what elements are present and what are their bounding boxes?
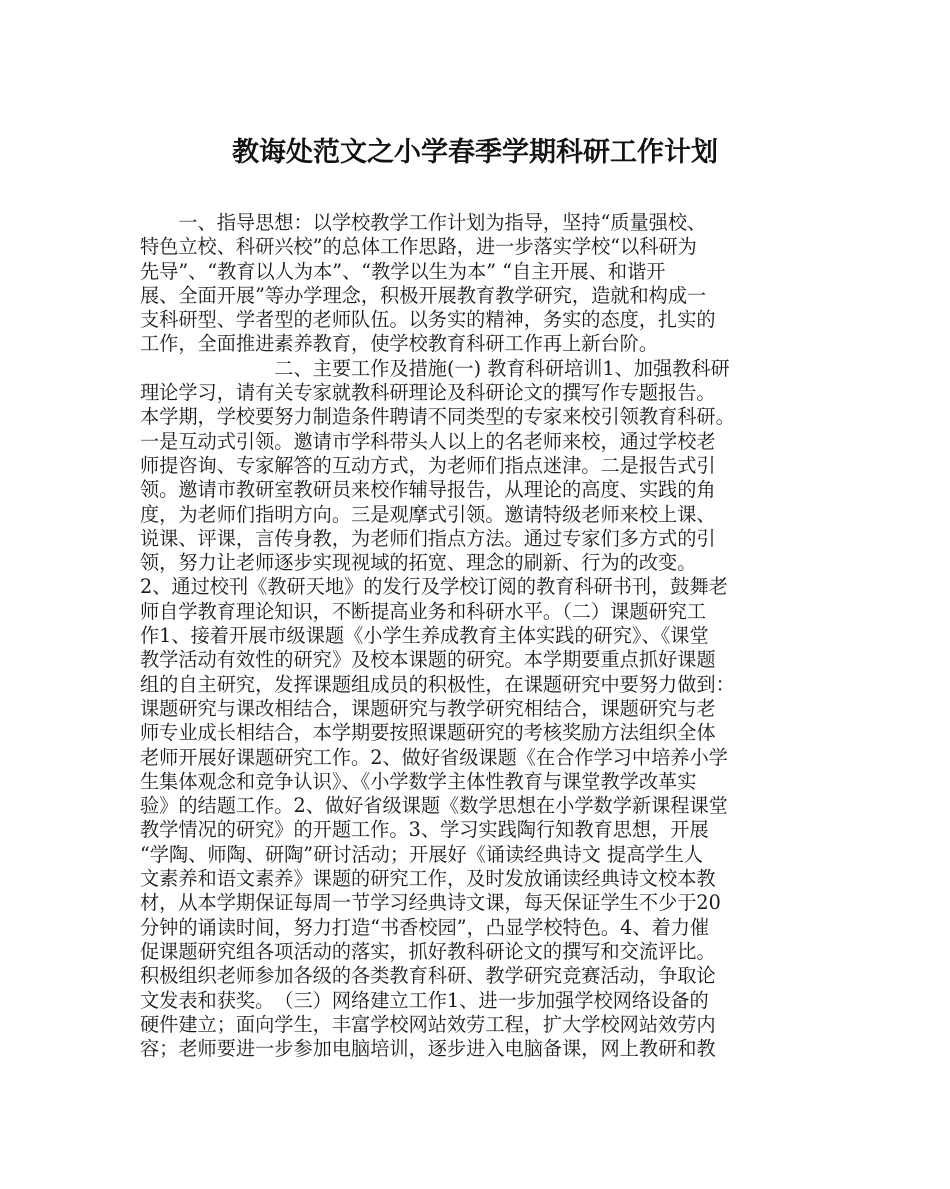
body-line: 老师开展好课题研究工作。2、做好省级课题《在合作学习中培养小学	[140, 745, 728, 769]
body-line: 课题研究与课改相结合，课题研究与教学研究相结合，课题研究与老	[140, 696, 716, 720]
body-line: “学陶、师陶、研陶”研讨活动；开展好《诵读经典诗文 提高学生人	[140, 842, 703, 866]
document-body	[140, 211, 830, 1061]
body-line: 说课、评课，言传身教，为老师们指点方法。通过专家们多方式的引	[140, 526, 716, 550]
body-line: 领，努力让老师逐步实现视域的拓宽、理念的刷新、行为的改变。	[140, 551, 697, 575]
body-line: 容；老师要进一步参加电脑培训，逐步进入电脑备课，网上教研和教	[140, 1037, 716, 1061]
body-line: 先导”、“教育以人为本”、“教学以生为本” “自主开展、和谐开	[140, 259, 666, 283]
body-line: 本学期，学校要努力制造条件聘请不同类型的专家来校引领教育科研。	[140, 405, 735, 429]
body-line: 度，为老师们指明方向。三是观摩式引领。邀请特级老师来校上课、	[140, 502, 716, 526]
body-line: 工作，全面推进素养教育，使学校教育科研工作再上新台阶。	[140, 332, 659, 356]
body-line: 教学活动有效性的研究》及校本课题的研究。本学期要重点抓好课题	[140, 648, 716, 672]
body-line: 特色立校、科研兴校”的总体工作思路，进一步落实学校“以科研为	[140, 235, 697, 259]
body-line: 一是互动式引领。邀请市学科带头人以上的名老师来校，通过学校老	[140, 429, 716, 453]
body-line: 生集体观念和竞争认识》、《小学数学主体性教育与课堂教学改革实	[140, 769, 697, 793]
document-title: 教诲处范文之小学春季学期科研工作计划	[232, 137, 718, 168]
body-line: 展、全面开展”等办学理念，积极开展教育教学研究，造就和构成一	[140, 283, 707, 307]
body-line: 作1、接着开展市级课题《小学生养成教育主体实践的研究》、《课堂	[140, 624, 709, 648]
body-line: 文素养和语文素养》课题的研究工作，及时发放诵读经典诗文校本教	[140, 867, 716, 891]
body-line: 文发表和获奖。 （三）网络建立工作1、进一步加强学校网络设备的	[140, 988, 709, 1012]
body-line: 2、通过校刊《教研天地》的发行及学校订阅的教育科研书刊，鼓舞老	[140, 575, 728, 599]
body-line: 验》的结题工作。2、做好省级课题《数学思想在小学数学新课程课堂	[140, 794, 728, 818]
body-line: 分钟的诵读时间，努力打造“书香校园”，凸显学校特色。4、着力催	[140, 915, 710, 939]
body-line: 组的自主研究，发挥课题组成员的积极性，在课题研究中要努力做到：	[140, 672, 735, 696]
body-line: 师自学教育理论知识，不断提高业务和科研水平。（二）课题研究工	[140, 599, 707, 623]
body-line: 促课题研究组各项活动的落实，抓好教科研论文的撰写和交流评比。	[140, 939, 716, 963]
body-line: 二、主要工作及措施(一) 教育科研培训1、加强教科研	[140, 356, 730, 380]
body-line: 教学情况的研究》的开题工作。3、学习实践陶行知教育思想，开展	[140, 818, 709, 842]
body-line: 支科研型、学者型的老师队伍。以务实的精神，务实的态度，扎实的	[140, 308, 716, 332]
body-line: 积极组织老师参加各级的各类教育科研、教学研究竞赛活动，争取论	[140, 964, 716, 988]
body-line: 硬件建立；面向学生，丰富学校网站效劳工程，扩大学校网站效劳内	[140, 1012, 716, 1036]
body-line: 师专业成长相结合，本学期要按照课题研究的考核奖励方法组织全体	[140, 721, 716, 745]
body-line: 一、指导思想：以学校教学工作计划为指导，坚持“质量强校、	[140, 211, 707, 234]
body-line: 理论学习，请有关专家就教科研理论及科研论文的撰写作专题报告。	[140, 381, 716, 405]
body-line: 领。邀请市教研室教研员来校作辅导报告，从理论的高度、实践的角	[140, 478, 716, 502]
body-line: 材，从本学期保证每周一节学习经典诗文课，每天保证学生不少于20	[140, 891, 721, 915]
body-line: 师提咨询、专家解答的互动方式，为老师们指点迷津。二是报告式引	[140, 453, 716, 477]
